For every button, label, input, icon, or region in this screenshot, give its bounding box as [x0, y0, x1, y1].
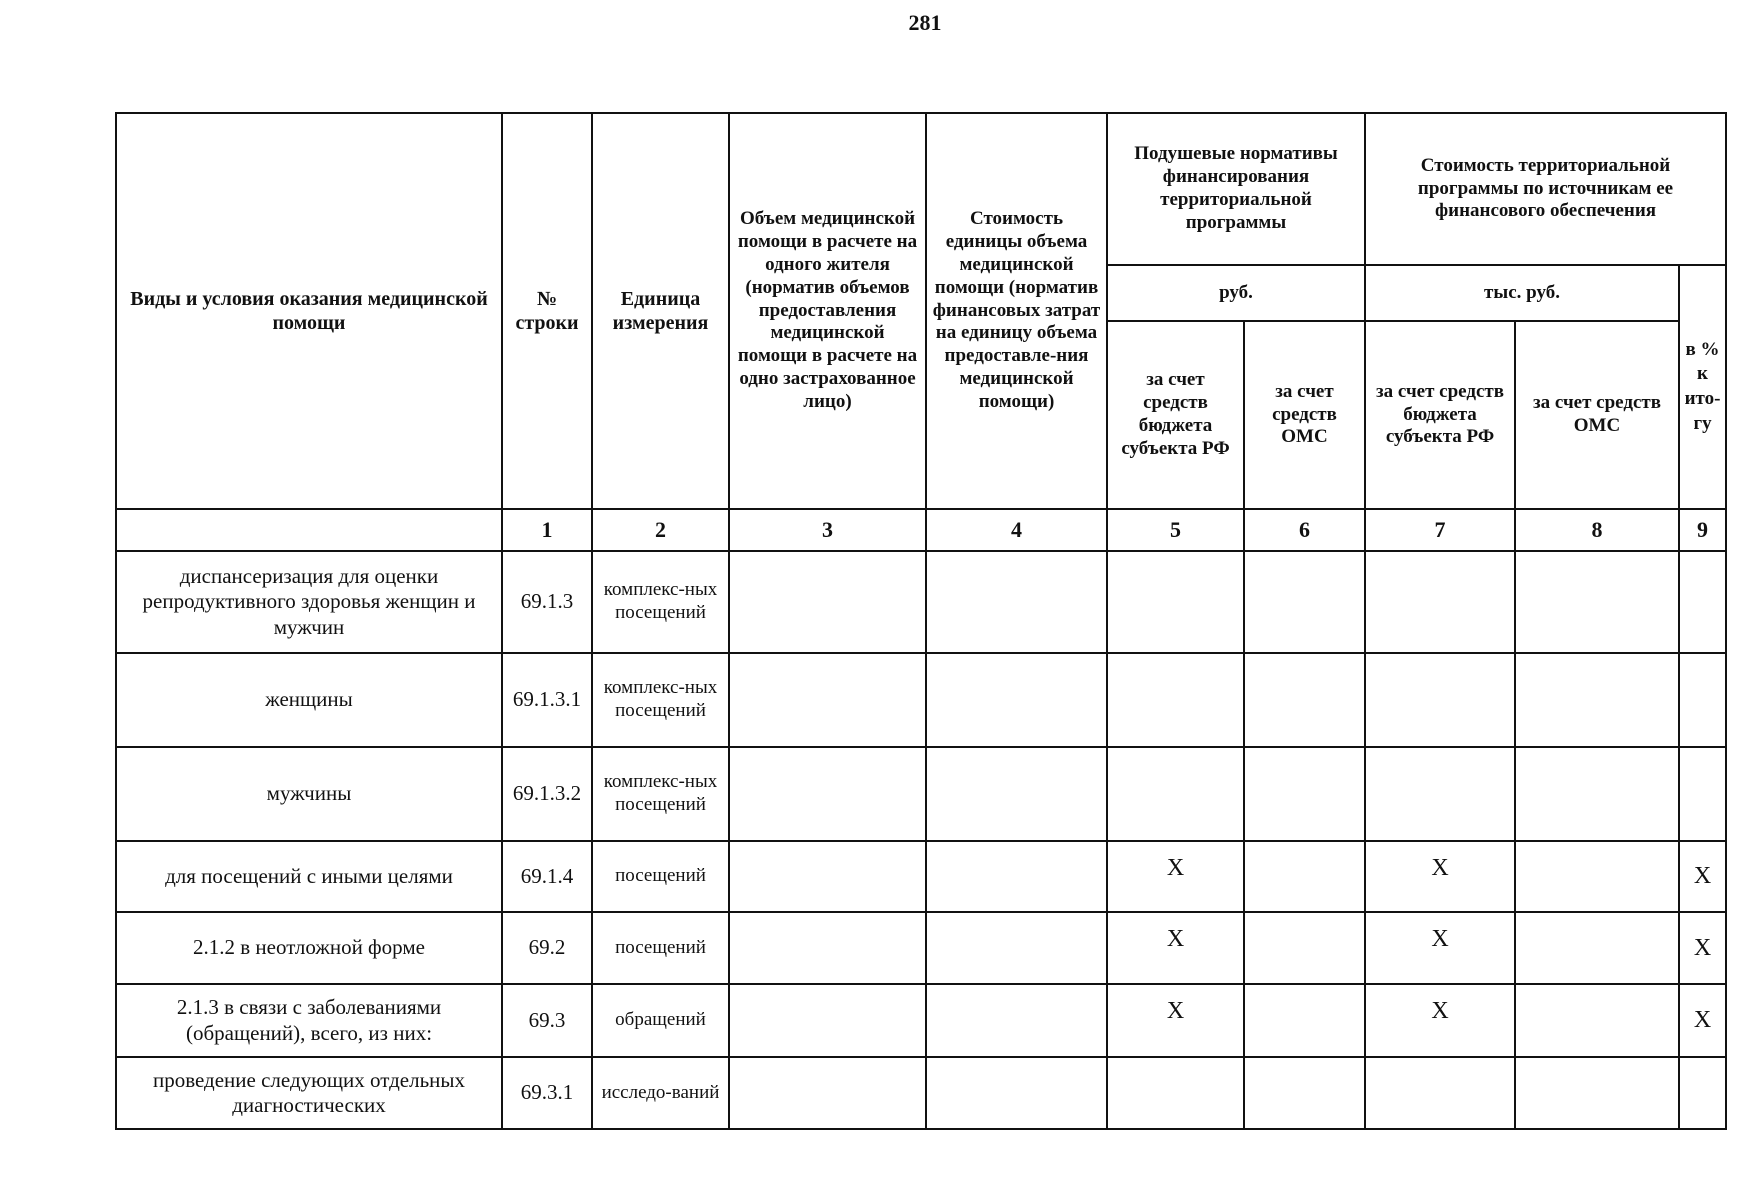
- row-kind: диспансеризация для оценки репродуктивного здоровья женщин и мужчин: [116, 551, 502, 653]
- cell-oms-8: [1515, 551, 1679, 653]
- row-unit: исследо-ваний: [592, 1057, 729, 1129]
- column-number: 9: [1679, 509, 1726, 551]
- row-unit: посещений: [592, 841, 729, 912]
- column-number: 6: [1244, 509, 1365, 551]
- header-percent: в % к ито-гу: [1679, 265, 1726, 509]
- cell-budget-7: [1365, 551, 1515, 653]
- cell-budget-7: X: [1365, 984, 1515, 1057]
- row-number: 69.1.4: [502, 841, 592, 912]
- header-volume: Объем медицинской помощи в расчете на одного жителя (норматив объемов предоставления медицинской помощи в расчете на одно застрахованное лицо): [729, 113, 926, 509]
- header-unit-cost: Стоимость единицы объема медицинской помощи (норматив финансовых затрат на единицу объема предоставле-ния медицинской помощи): [926, 113, 1107, 509]
- cell-oms-6: [1244, 551, 1365, 653]
- cell-volume: [729, 653, 926, 747]
- cell-oms-8: [1515, 747, 1679, 841]
- table-row: [116, 984, 1726, 1057]
- cell-volume: [729, 984, 926, 1057]
- row-number: 69.3.1: [502, 1057, 592, 1129]
- cell-budget-7: X: [1365, 912, 1515, 984]
- cell-oms-8: [1515, 653, 1679, 747]
- cell-unit-cost: [926, 912, 1107, 984]
- cell-budget-7: [1365, 653, 1515, 747]
- header-oms-8: за счет средств ОМС: [1515, 321, 1679, 509]
- header-program-cost-group: Стоимость территориальной программы по источникам ее финансового обеспечения: [1365, 113, 1726, 265]
- row-number: 69.1.3.1: [502, 653, 592, 747]
- cell-volume: [729, 912, 926, 984]
- column-number: 7: [1365, 509, 1515, 551]
- table-row: [116, 841, 1726, 912]
- cell-volume: [729, 551, 926, 653]
- cell-oms-6: [1244, 841, 1365, 912]
- cell-unit-cost: [926, 653, 1107, 747]
- cell-budget-5: [1107, 551, 1244, 653]
- page-number: 281: [908, 10, 942, 35]
- row-unit: комплекс-ных посещений: [592, 747, 729, 841]
- cell-budget-5: [1107, 747, 1244, 841]
- cell-percent: [1679, 653, 1726, 747]
- row-kind: мужчины: [116, 747, 502, 841]
- cell-unit-cost: [926, 984, 1107, 1057]
- row-number: 69.1.3: [502, 551, 592, 653]
- cell-oms-6: [1244, 912, 1365, 984]
- column-number: 3: [729, 509, 926, 551]
- row-number: 69.2: [502, 912, 592, 984]
- row-kind: проведение следующих отдельных диагностических: [116, 1057, 502, 1129]
- column-numbers-row: [116, 509, 1726, 551]
- row-unit: посещений: [592, 912, 729, 984]
- table-row: [116, 912, 1726, 984]
- cell-unit-cost: [926, 1057, 1107, 1129]
- cell-unit-cost: [926, 841, 1107, 912]
- cell-volume: [729, 1057, 926, 1129]
- row-unit: обращений: [592, 984, 729, 1057]
- cell-budget-7: [1365, 747, 1515, 841]
- cell-percent: [1679, 747, 1726, 841]
- column-number: 1: [502, 509, 592, 551]
- row-number: 69.3: [502, 984, 592, 1057]
- cell-percent: X: [1679, 912, 1726, 984]
- cell-budget-5: [1107, 653, 1244, 747]
- table-row: [116, 653, 1726, 747]
- row-kind: женщины: [116, 653, 502, 747]
- table-row: [116, 747, 1726, 841]
- financing-table: [115, 112, 1727, 1130]
- cell-oms-6: [1244, 984, 1365, 1057]
- table-row: [116, 551, 1726, 653]
- column-number: [116, 509, 502, 551]
- header-budget-7: за счет средств бюджета субъекта РФ: [1365, 321, 1515, 509]
- cell-oms-6: [1244, 653, 1365, 747]
- table-row: [116, 1057, 1726, 1129]
- column-number: 2: [592, 509, 729, 551]
- cell-budget-7: [1365, 1057, 1515, 1129]
- cell-oms-8: [1515, 1057, 1679, 1129]
- row-kind: для посещений с иными целями: [116, 841, 502, 912]
- cell-budget-5: X: [1107, 841, 1244, 912]
- cell-oms-8: [1515, 841, 1679, 912]
- cell-unit-cost: [926, 551, 1107, 653]
- cell-budget-5: [1107, 1057, 1244, 1129]
- column-number: 5: [1107, 509, 1244, 551]
- cell-percent: X: [1679, 984, 1726, 1057]
- row-kind: 2.1.3 в связи с заболеваниями (обращений), всего, из них:: [116, 984, 502, 1057]
- cell-volume: [729, 841, 926, 912]
- cell-budget-7: X: [1365, 841, 1515, 912]
- cell-oms-8: [1515, 984, 1679, 1057]
- cell-percent: [1679, 551, 1726, 653]
- cell-volume: [729, 747, 926, 841]
- cell-oms-6: [1244, 1057, 1365, 1129]
- cell-unit-cost: [926, 747, 1107, 841]
- row-unit: комплекс-ных посещений: [592, 653, 729, 747]
- cell-budget-5: X: [1107, 984, 1244, 1057]
- header-kind: Виды и условия оказания медицинской помощи: [116, 113, 502, 509]
- cell-oms-8: [1515, 912, 1679, 984]
- header-unit-thous-rub: тыс. руб.: [1365, 265, 1679, 321]
- header-unit: Единица измерения: [592, 113, 729, 509]
- header-unit-rub: руб.: [1107, 265, 1365, 321]
- header-oms-6: за счет средств ОМС: [1244, 321, 1365, 509]
- row-unit: комплекс-ных посещений: [592, 551, 729, 653]
- header-row-number: № строки: [502, 113, 592, 509]
- row-number: 69.1.3.2: [502, 747, 592, 841]
- column-number: 4: [926, 509, 1107, 551]
- cell-budget-5: X: [1107, 912, 1244, 984]
- cell-percent: X: [1679, 841, 1726, 912]
- cell-percent: [1679, 1057, 1726, 1129]
- header-budget-5: за счет средств бюджета субъекта РФ: [1107, 321, 1244, 509]
- header-per-capita-group: Подушевые нормативы финансирования территориальной программы: [1107, 113, 1365, 265]
- row-kind: 2.1.2 в неотложной форме: [116, 912, 502, 984]
- cell-oms-6: [1244, 747, 1365, 841]
- column-number: 8: [1515, 509, 1679, 551]
